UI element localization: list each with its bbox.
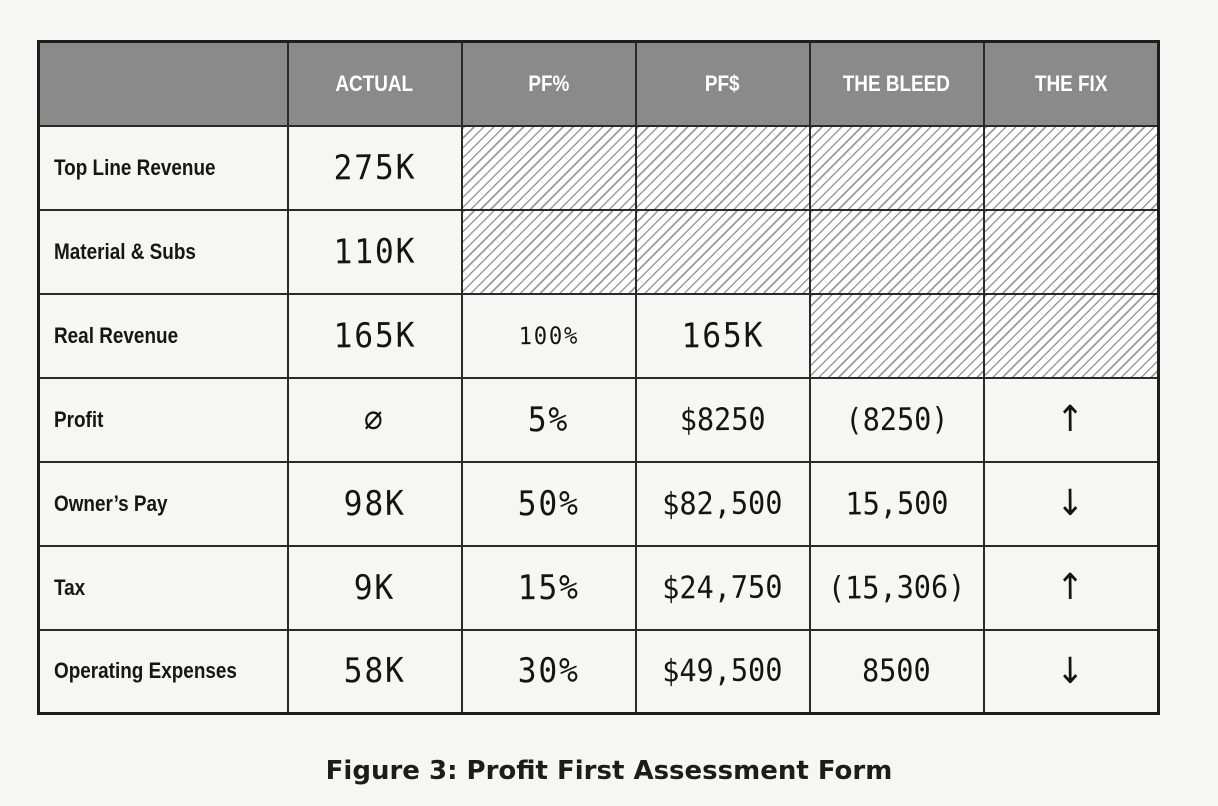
actual-cell: 275K xyxy=(288,126,462,210)
pf-percent-cell: 5% xyxy=(462,378,636,462)
row-label: Top Line Revenue xyxy=(39,126,288,210)
header-the-bleed: THE BLEED xyxy=(810,42,984,126)
pf-percent-cell: 15% xyxy=(462,546,636,630)
actual-cell: 165K xyxy=(288,294,462,378)
hatched-cell xyxy=(984,294,1159,378)
hatched-cell xyxy=(810,294,984,378)
table-row xyxy=(39,378,1159,462)
hatched-cell xyxy=(810,126,984,210)
table-row xyxy=(39,546,1159,630)
pf-dollar-cell: $8250 xyxy=(636,378,810,462)
actual-cell: 58K xyxy=(288,630,462,714)
hatched-cell xyxy=(810,210,984,294)
actual-cell: ∅ xyxy=(288,378,462,462)
pf-percent-cell: 50% xyxy=(462,462,636,546)
fix-down-arrow-icon: ↓ xyxy=(984,462,1159,546)
actual-cell: 110K xyxy=(288,210,462,294)
table-row xyxy=(39,462,1159,546)
row-label: Owner’s Pay xyxy=(39,462,288,546)
row-label: Operating Expenses xyxy=(39,630,288,714)
row-label: Profit xyxy=(39,378,288,462)
pf-dollar-cell: 165K xyxy=(636,294,810,378)
table-row xyxy=(39,630,1159,714)
pf-dollar-cell: $49,500 xyxy=(636,630,810,714)
bleed-cell: (8250) xyxy=(810,378,984,462)
hatched-cell xyxy=(984,126,1159,210)
row-label: Real Revenue xyxy=(39,294,288,378)
header-blank-cell xyxy=(39,42,288,126)
header-row xyxy=(39,42,1159,126)
pf-dollar-cell: $24,750 xyxy=(636,546,810,630)
hatched-cell xyxy=(462,126,636,210)
header-the-fix: THE FIX xyxy=(984,42,1159,126)
actual-cell: 98K xyxy=(288,462,462,546)
profit-first-assessment-table xyxy=(37,40,1160,715)
actual-cell: 9K xyxy=(288,546,462,630)
header-actual: ACTUAL xyxy=(288,42,462,126)
row-label: Tax xyxy=(39,546,288,630)
table-row xyxy=(39,210,1159,294)
row-label: Material & Subs xyxy=(39,210,288,294)
bleed-cell: 15,500 xyxy=(810,462,984,546)
hatched-cell xyxy=(984,210,1159,294)
pf-percent-cell: 100% xyxy=(462,294,636,378)
bleed-cell: (15,306) xyxy=(810,546,984,630)
fix-up-arrow-icon: ↑ xyxy=(984,378,1159,462)
hatched-cell xyxy=(636,210,810,294)
figure-caption: Figure 3: Profit First Assessment Form xyxy=(325,756,893,786)
table-row xyxy=(39,294,1159,378)
fix-up-arrow-icon: ↑ xyxy=(984,546,1159,630)
table-row xyxy=(39,126,1159,210)
pf-percent-cell: 30% xyxy=(462,630,636,714)
hatched-cell xyxy=(462,210,636,294)
fix-down-arrow-icon: ↓ xyxy=(984,630,1159,714)
header-pf-percent: PF% xyxy=(462,42,636,126)
pf-dollar-cell: $82,500 xyxy=(636,462,810,546)
header-pf-dollar: PF$ xyxy=(636,42,810,126)
bleed-cell: 8500 xyxy=(810,630,984,714)
hatched-cell xyxy=(636,126,810,210)
